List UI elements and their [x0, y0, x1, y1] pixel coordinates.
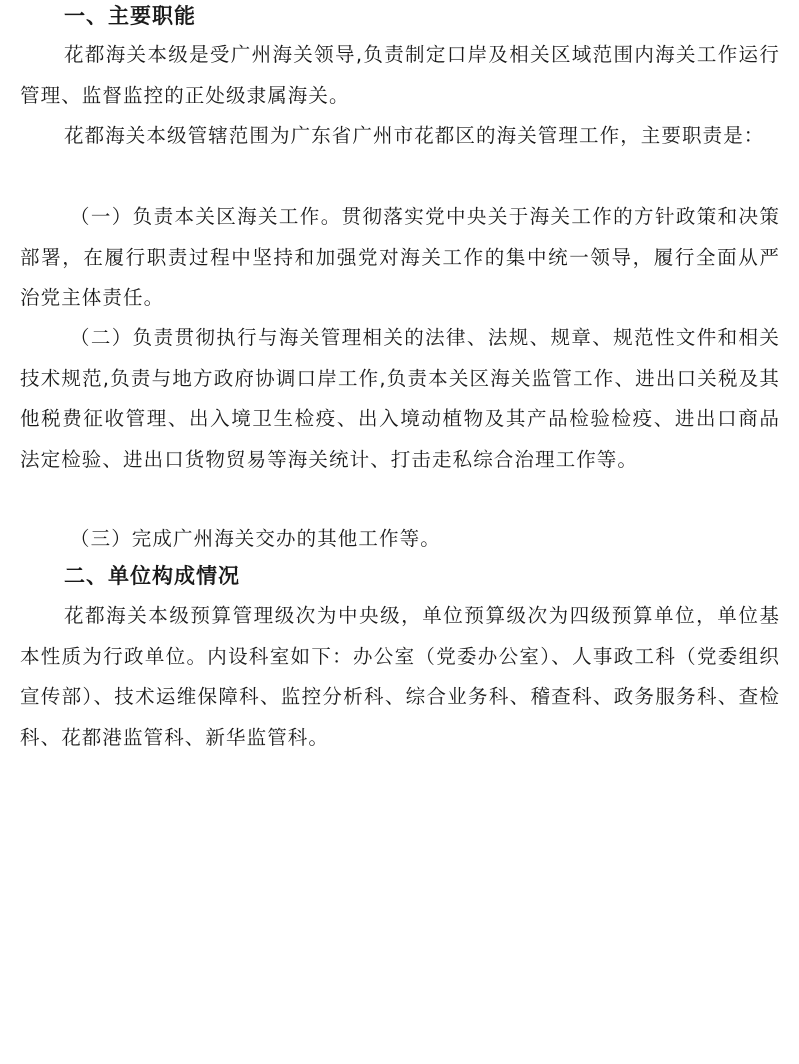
paragraph-duty-1: （一）负责本关区海关工作。贯彻落实党中央关于海关工作的方针政策和决策部署，在履行职责过程中坚持和加强党对海关工作的集中统一领导，履行全面从严治党主体责任。: [20, 205, 780, 309]
paragraph-unit-composition: 花都海关本级预算管理级次为中央级，单位预算级次为四级预算单位，单位基本性质为行政单位。内设科室如下：办公室（党委办公室）、人事政工科（党委组织宣传部）、技术运维保障科、监控分析科、综合业务科、稽查科、政务服务科、查检科、花都港监管科、新华监管科。: [20, 604, 780, 749]
paragraph-duty-3: （三）完成广州海关交办的其他工作等。: [70, 527, 441, 550]
section-heading-unit-composition: 二、单位构成情况: [64, 564, 240, 588]
paragraph-jurisdiction: 花都海关本级管辖范围为广东省广州市花都区的海关管理工作，主要职责是：: [64, 124, 765, 147]
section-heading-main-functions: 一、主要职能: [64, 4, 196, 28]
paragraph-role: 花都海关本级是受广州海关领导,负责制定口岸及相关区域范围内海关工作运行管理、监督监控的正处级隶属海关。: [20, 43, 780, 107]
paragraph-duty-2: （二）负责贯彻执行与海关管理相关的法律、法规、规章、规范性文件和相关技术规范,负责与地方政府协调口岸工作,负责本关区海关监管工作、进出口关税及其他税费征收管理、出入境卫生检疫、出入境动植物及其产品检验检疫、进出口商品法定检验、进出口货物贸易等海关统计、打击走私综合治理工作等。: [20, 326, 780, 471]
